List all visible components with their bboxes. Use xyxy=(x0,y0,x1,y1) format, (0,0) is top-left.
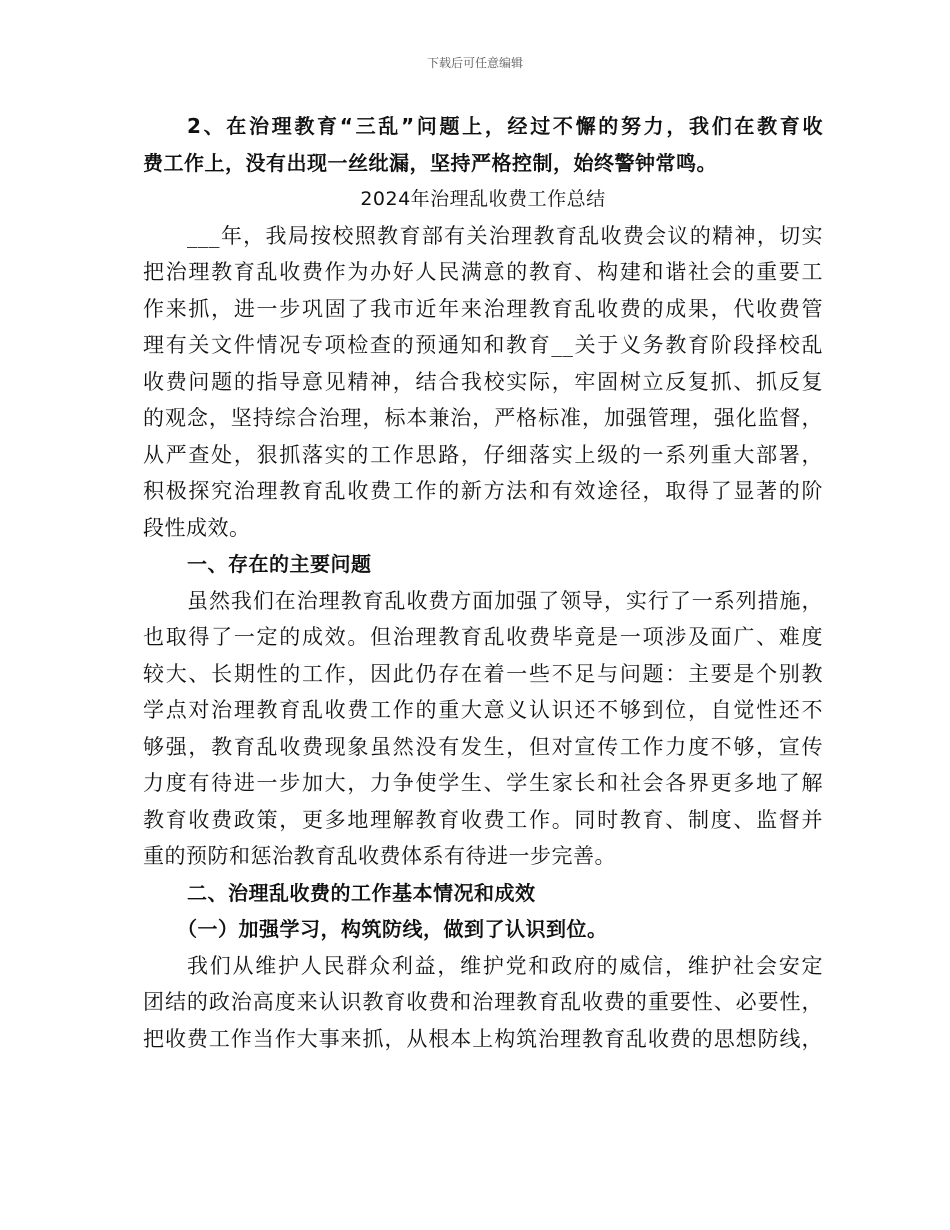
paragraph-line: 积极探究治理教育乱收费工作的新方法和有效途径，取得了显著的阶 xyxy=(143,479,823,503)
section-heading: 一、存在的主要问题 xyxy=(187,552,372,576)
paragraph-line: 教育收费政策，更多地理解教育收费工作。同时教育、制度、监督并 xyxy=(143,807,823,832)
paragraph-line: 的观念，坚持综合治理，标本兼治，严格标准，加强管理，强化监督， xyxy=(143,406,823,430)
paragraph-line: 作来抓，进一步巩固了我市近年来治理教育乱收费的成果，代收费管 xyxy=(143,296,823,321)
paragraph-line: 力度有待进一步加大，力争使学生、学生家长和社会各界更多地了解 xyxy=(143,771,823,795)
intro-line: 2、在治理教育“三乱”问题上，经过不懈的努力，我们在教育收 xyxy=(187,114,823,138)
paragraph-line: 段性成效。 xyxy=(143,515,251,540)
document-body xyxy=(143,108,823,1057)
paragraph-line: ___年，我局按校照教育部有关治理教育乱收费会议的精神，切实 xyxy=(187,223,823,248)
paragraph-line: 学点对治理教育乱收费工作的重大意义认识还不够到位，自觉性还不 xyxy=(143,698,823,722)
paragraph-line: 理有关文件情况专项检查的预通知和教育__关于义务教育阶段择校乱 xyxy=(143,333,823,357)
paragraph-line: 把治理教育乱收费作为办好人民满意的教育、构建和谐社会的重要工 xyxy=(143,260,823,284)
document-title: 2024年治理乱收费工作总结 xyxy=(360,188,606,210)
header-note: 下载后可任意编辑 xyxy=(426,56,523,70)
paragraph-line: 重的预防和惩治教育乱收费体系有待进一步完善。 xyxy=(143,844,616,868)
paragraph-line: 把收费工作当作大事来抓，从根本上构筑治理教育乱收费的思想防线， xyxy=(143,1026,823,1051)
paragraph-line: 够强，教育乱收费现象虽然没有发生，但对宣传工作力度不够，宣传 xyxy=(143,734,823,759)
subsection-heading: （一）加强学习，构筑防线，做到了认识到位。 xyxy=(177,917,608,941)
section-heading: 二、治理乱收费的工作基本情况和成效 xyxy=(187,880,536,905)
paragraph-line: 从严查处，狠抓落实的工作思路，仔细落实上级的一系列重大部署， xyxy=(143,442,823,467)
paragraph-line: 团结的政治高度来认识教育收费和治理教育乱收费的重要性、必要性， xyxy=(143,990,823,1014)
paragraph-line: 收费问题的指导意见精神，结合我校实际，牢固树立反复抓、抓反复 xyxy=(143,369,823,394)
paragraph-line: 也取得了一定的成效。但治理教育乱收费毕竟是一项涉及面广、难度 xyxy=(143,625,823,649)
paragraph-line: 较大、长期性的工作，因此仍存在着一些不足与问题：主要是个别教 xyxy=(143,661,823,686)
paragraph-line: 我们从维护人民群众利益，维护党和政府的威信，维护社会安定 xyxy=(187,953,823,978)
paragraph-line: 虽然我们在治理教育乱收费方面加强了领导，实行了一系列措施， xyxy=(187,588,823,613)
intro-line: 费工作上，没有出现一丝纰漏，坚持严格控制，始终警钟常鸣。 xyxy=(143,150,717,175)
